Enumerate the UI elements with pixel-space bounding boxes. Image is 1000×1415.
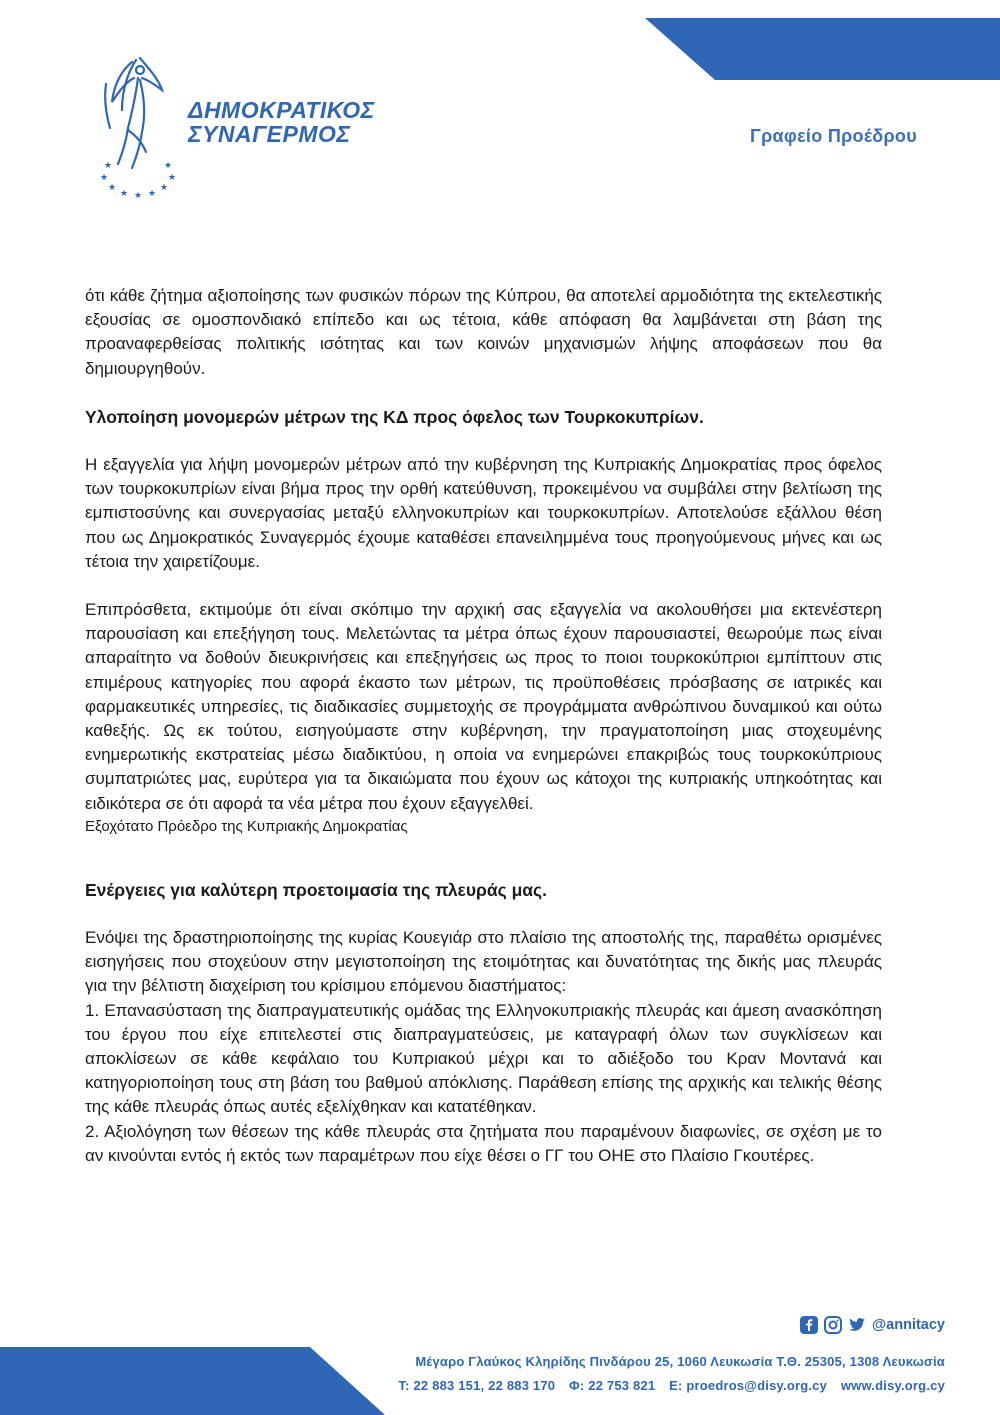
svg-text:★: ★ xyxy=(134,190,143,200)
facebook-icon[interactable] xyxy=(800,1316,818,1334)
footer-email[interactable]: E: proedros@disy.org.cy xyxy=(669,1378,828,1393)
logo-wordmark xyxy=(188,98,375,146)
footer-address: Μέγαρο Γλαύκος Κληρίδης Πινδάρου 25, 1060 Λευκωσία Τ.Θ. 25305, 1308 Λευκωσία xyxy=(415,1354,945,1369)
winged-victory-emblem xyxy=(92,50,192,200)
paragraph-3: Επιπρόσθετα, εκτιμούμε ότι είναι σκόπιμο την αρχική σας εξαγγελία να ακολουθήσει μια εκτενέστερη παρουσίαση και επεξήγηση τους. Μελετώντας τα μέτρα όπως έχουν παρουσιαστεί, θεωρούμε πως είναι απαραίτητο να δοθούν διευκρινήσεις και επεξηγήσεις ως προς το ποιοι τουρκοκύπριοι εμπίπτουν στις επιμέρους κατηγορίες που αφορά έκαστο των μέτρων, τις προϋποθέσεις πρόσβασης σε ιατρικές και φαρμακευτικές υπηρεσίες, τις διαδικασίες συμμετοχής σε προγράμματα ανθρώπινου δυναμικού και ούτω καθεξής. Ως εκ τούτου, εισηγούμαστε στην κυβέρνηση, την πραγματοποίηση μιας στοχευμένης ενημερωτικής εκστρατείας μέσω διαδικτύου, η οποία να ενημερώνει επακριβώς τους τουρκοκύπριους συμπατριώτες μας, ευρύτερα για τα δικαιώματα που έχουν ως κάτοχοι της κυπριακής υπηκοότητας και ειδικότερα σε ότι αφορά τα νέα μέτρα που έχουν εξαγγελθεί. xyxy=(85,600,882,813)
social-links xyxy=(800,1316,945,1334)
section-heading-1: Υλοποίηση μονομερών μέτρων της ΚΔ προς όφελος των Τουρκοκυπρίων. xyxy=(85,406,704,427)
list-item-2: 2. Αξιολόγηση των θέσεων της κάθε πλευράς στα ζητήματα που παραμένουν διαφωνίες, σε σχέση με το αν κινούνται εντός ή εκτός των παραμέτρων που είχε θέσει ο ΓΓ του ΟΗΕ στο Πλαίσιο Γκουτέρες. xyxy=(85,1121,882,1165)
footer-corner-banner xyxy=(0,1347,385,1415)
svg-text:★: ★ xyxy=(168,172,177,182)
logo-line-1: ΔΗΜΟΚΡΑΤΙΚΟΣ xyxy=(188,97,375,123)
footer-contacts xyxy=(398,1378,945,1393)
svg-text:★: ★ xyxy=(148,188,157,198)
party-logo xyxy=(92,50,375,200)
twitter-icon[interactable] xyxy=(848,1316,866,1334)
instagram-icon[interactable] xyxy=(824,1316,842,1334)
header-corner-banner xyxy=(645,18,1000,80)
addressee-line: Εξοχότατο Πρόεδρο της Κυπριακής Δημοκρατίας xyxy=(85,817,408,835)
letter-body xyxy=(85,284,882,1168)
svg-text:★: ★ xyxy=(104,160,113,170)
footer-fax: Φ: 22 753 821 xyxy=(569,1378,656,1393)
svg-text:★: ★ xyxy=(120,188,129,198)
svg-text:★: ★ xyxy=(160,182,169,192)
svg-text:★: ★ xyxy=(108,182,117,192)
office-title: Γραφείο Προέδρου xyxy=(749,126,917,146)
paragraph-4: Ενόψει της δραστηριοποίησης της κυρίας Κουεγιάρ στο πλαίσιο της αποστολής της, παραθέτω ορισμένες εισηγήσεις που στοχεύουν στην μεγιστοποίηση της ετοιμότητας και δυνατότητας της δικής μας πλευράς για την βέλτιστη διαχείριση του κρίσιμου επόμενου διαστήματος: xyxy=(85,928,882,996)
section-heading-2: Ενέργειες για καλύτερη προετοιμασία της πλευράς μας. xyxy=(85,879,548,900)
social-handle[interactable]: @annitacy xyxy=(872,1317,945,1333)
footer-phone: Τ: 22 883 151, 22 883 170 xyxy=(398,1378,556,1393)
list-item-1: 1. Επανασύσταση της διαπραγματευτικής ομάδας της Ελληνοκυπριακής πλευράς και άμεση ανασκόπηση του έργου που είχε επιτελεστεί στις διαπραγματεύσεις, με καταγραφή όλων των συγκλίσεων και αποκλίσεων σε κάθε κεφάλαιο του Κυπριακού μέχρι και το αδιέξοδο του Κραν Μοντανά και κατηγοριοποίηση τους στη βάση του βαθμού απόκλισης. Παράθεση επίσης της αρχικής και τελικής θέσης της κάθε πλευράς όπως αυτές εξελίχθηκαν και κατατέθηκαν. xyxy=(85,1000,882,1117)
footer-website[interactable]: www.disy.org.cy xyxy=(840,1378,945,1393)
paragraph-1: ότι κάθε ζήτημα αξιοποίησης των φυσικών πόρων της Κύπρου, θα αποτελεί αρμοδιότητα της εκτελεστικής εξουσίας σε ομοσπονδιακό επίπεδο και ως τέτοια, κάθε απόφαση θα λαμβάνεται στη βάση της προαναφερθείσας πολιτικής ισότητας και των κοινών μηχανισμών λήψης αποφάσεων που θα δημιουργηθούν. xyxy=(85,286,882,378)
svg-text:★: ★ xyxy=(100,172,109,182)
logo-line-2: ΣΥΝΑΓΕΡΜΟΣ xyxy=(188,121,351,147)
svg-text:★: ★ xyxy=(164,160,173,170)
paragraph-2: Η εξαγγελία για λήψη μονομερών μέτρων από την κυβέρνηση της Κυπριακής Δημοκρατίας προς όφελος των τουρκοκυπρίων είναι βήμα προς την ορθή κατεύθυνση, προκειμένου να συμβάλει στην βελτίωση της εμπιστοσύνης και συνεργασίας μεταξύ ελληνοκυπρίων και τουρκοκυπρίων. Αποτελούσε εξάλλου θέση που ως Δημοκρατικός Συναγερμός έχουμε καταθέσει επανειλημμένα τους προηγούμενους μήνες και ως τέτοια την χαιρετίζουμε. xyxy=(85,455,882,571)
